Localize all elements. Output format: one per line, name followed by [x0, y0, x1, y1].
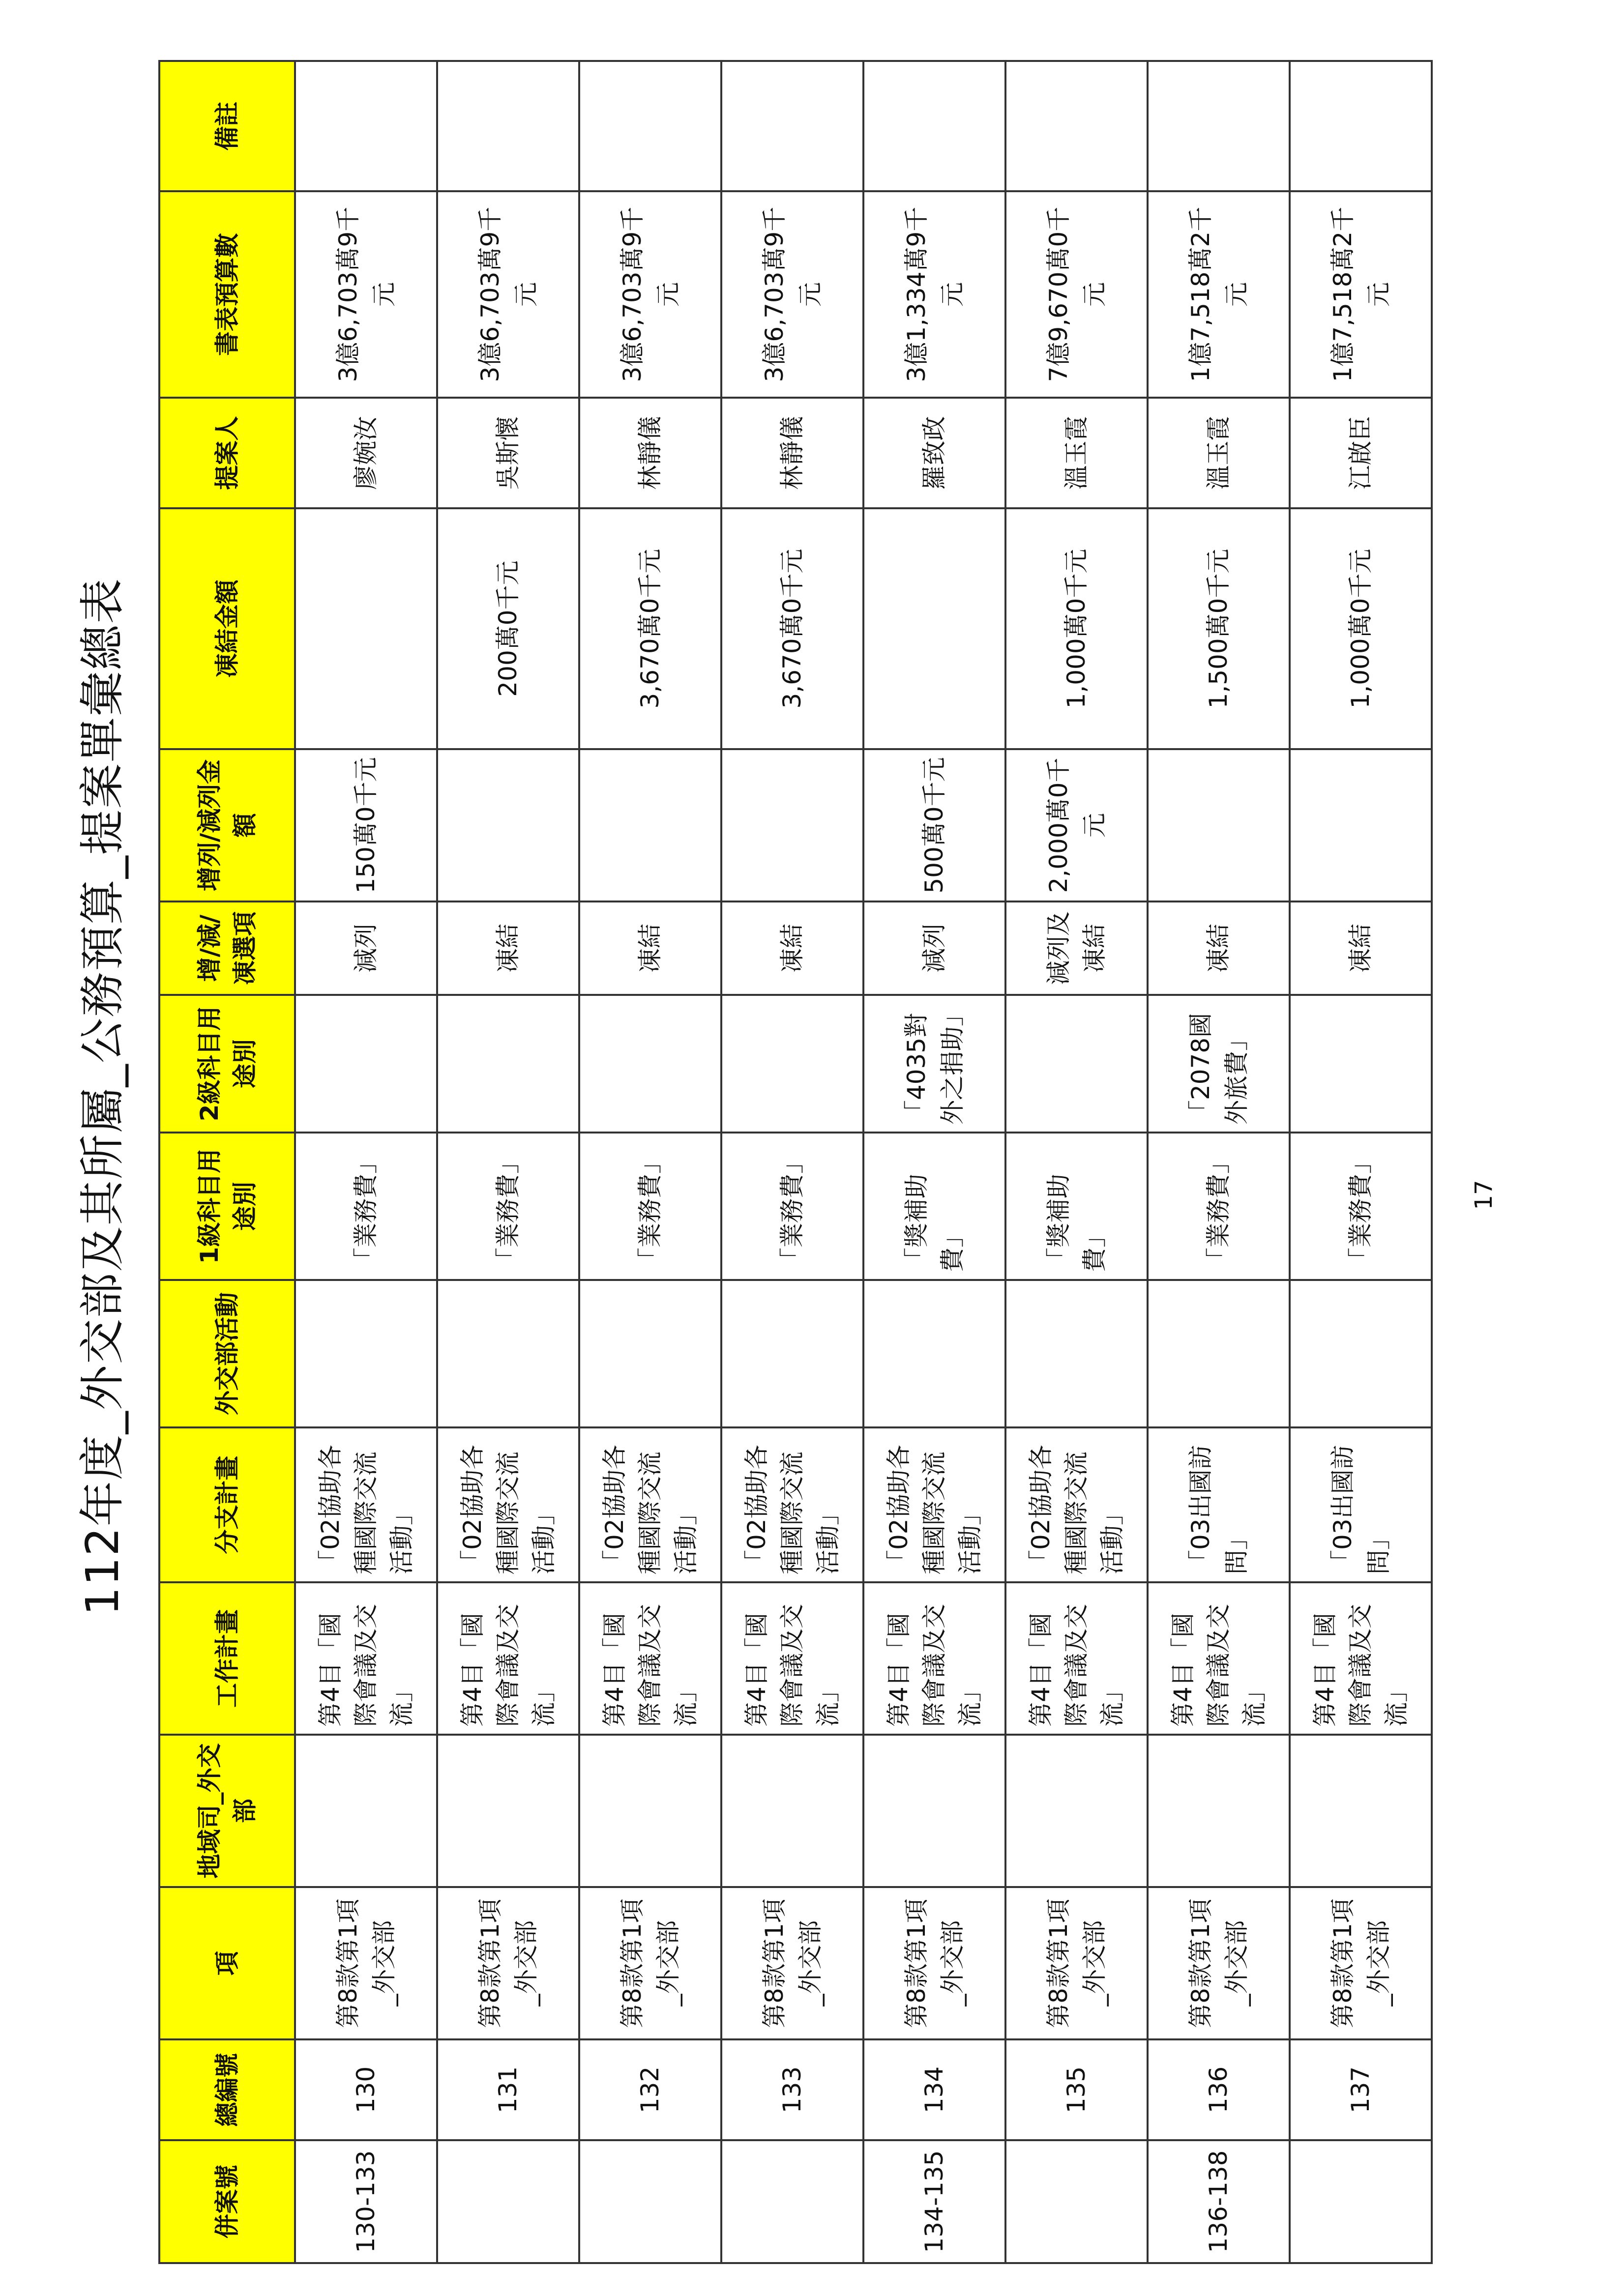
table-cell: 第8款第1項_外交部: [863, 1887, 1005, 2039]
column-header: 增/減/凍選項: [159, 901, 295, 995]
table-cell: 凍結: [437, 901, 579, 995]
table-cell: [295, 995, 437, 1133]
table-cell: 第8款第1項_外交部: [579, 1887, 721, 2039]
column-header: 書表預算數: [159, 191, 295, 398]
table-row: [1148, 61, 1290, 2263]
table-cell: 「獎補助費」: [863, 1133, 1005, 1280]
table-cell: [437, 61, 579, 191]
header-row: [159, 61, 295, 2263]
table-cell: [579, 2140, 721, 2263]
table-cell: 第8款第1項_外交部: [437, 1887, 579, 2039]
table-row: [295, 61, 437, 2263]
table-cell: 凍結: [721, 901, 863, 995]
table-cell: 3,670萬0千元: [721, 508, 863, 749]
table-cell: 第4目「國際會議及交流」: [1148, 1582, 1290, 1735]
table-cell: [863, 508, 1005, 749]
table-cell: 第4目「國際會議及交流」: [437, 1582, 579, 1735]
table-cell: [295, 61, 437, 191]
table-row: [863, 61, 1005, 2263]
table-cell: 130: [295, 2039, 437, 2140]
column-header: 提案人: [159, 398, 295, 508]
table-cell: 「03出國訪問」: [1148, 1427, 1290, 1582]
table-cell: 第4目「國際會議及交流」: [721, 1582, 863, 1735]
table-cell: 150萬0千元: [295, 749, 437, 901]
table-cell: [1148, 1280, 1290, 1427]
table-cell: 第4目「國際會議及交流」: [1005, 1582, 1148, 1735]
table-cell: 134: [863, 2039, 1005, 2140]
table-cell: 凍結: [1290, 901, 1432, 995]
table-cell: 凍結: [579, 901, 721, 995]
table-cell: 3億6,703萬9千元: [295, 191, 437, 398]
table-cell: 「2078國外旅費」: [1148, 995, 1290, 1133]
table-cell: 「業務費」: [437, 1133, 579, 1280]
table-cell: [295, 508, 437, 749]
table-cell: 江啟臣: [1290, 398, 1432, 508]
table-cell: 「03出國訪問」: [1290, 1427, 1432, 1582]
column-header: 工作計畫: [159, 1582, 295, 1735]
table-cell: 136: [1148, 2039, 1290, 2140]
table-cell: 1,500萬0千元: [1148, 508, 1290, 749]
table-cell: 林靜儀: [721, 398, 863, 508]
table-cell: 第8款第1項_外交部: [1005, 1887, 1148, 2039]
table-cell: 「4035對外之捐助」: [863, 995, 1005, 1133]
table-cell: 135: [1005, 2039, 1148, 2140]
table-cell: 3億6,703萬9千元: [437, 191, 579, 398]
table-cell: 減列: [295, 901, 437, 995]
column-header: 1級科目用途別: [159, 1133, 295, 1280]
table-cell: [295, 1280, 437, 1427]
table-cell: 3,670萬0千元: [579, 508, 721, 749]
table-cell: [863, 61, 1005, 191]
table-cell: [295, 1735, 437, 1887]
table-cell: 吳斯懷: [437, 398, 579, 508]
table-row: [721, 61, 863, 2263]
table-cell: 溫玉霞: [1005, 398, 1148, 508]
table-cell: 3億1,334萬9千元: [863, 191, 1005, 398]
table-row: [579, 61, 721, 2263]
table-cell: 「02協助各種國際交流活動」: [721, 1427, 863, 1582]
table-cell: [721, 1280, 863, 1427]
column-header: 凍結金額: [159, 508, 295, 749]
table-cell: [721, 1735, 863, 1887]
table-cell: 林靜儀: [579, 398, 721, 508]
table-cell: 第8款第1項_外交部: [1148, 1887, 1290, 2039]
table-cell: [579, 61, 721, 191]
table-cell: 1,000萬0千元: [1005, 508, 1148, 749]
table-cell: [437, 1735, 579, 1887]
table-cell: 第4目「國際會議及交流」: [863, 1582, 1005, 1735]
table-cell: 第4目「國際會議及交流」: [1290, 1582, 1432, 1735]
table-cell: [1290, 1280, 1432, 1427]
table-cell: [1005, 1735, 1148, 1887]
table-cell: 131: [437, 2039, 579, 2140]
table-cell: [1148, 61, 1290, 191]
table-cell: [579, 749, 721, 901]
table-cell: 7億9,670萬0千元: [1005, 191, 1148, 398]
table-cell: 136-138: [1148, 2140, 1290, 2263]
table-cell: [863, 1735, 1005, 1887]
table-body: [295, 61, 1432, 2263]
table-cell: 減列及凍結: [1005, 901, 1148, 995]
table-cell: 第8款第1項_外交部: [721, 1887, 863, 2039]
table-cell: [437, 2140, 579, 2263]
table-cell: [721, 2140, 863, 2263]
table-cell: 「02協助各種國際交流活動」: [1005, 1427, 1148, 1582]
table-cell: [1290, 995, 1432, 1133]
table-cell: [721, 61, 863, 191]
table-cell: 「業務費」: [295, 1133, 437, 1280]
table-cell: [1290, 2140, 1432, 2263]
column-header: 2級科目用途別: [159, 995, 295, 1133]
table-cell: 「業務費」: [1290, 1133, 1432, 1280]
table-cell: 1億7,518萬2千元: [1148, 191, 1290, 398]
proposal-summary-table: [158, 60, 1433, 2264]
column-header: 總編號: [159, 2039, 295, 2140]
column-header: 備註: [159, 61, 295, 191]
table-cell: [863, 1280, 1005, 1427]
table-cell: [1290, 749, 1432, 901]
table-row: [437, 61, 579, 2263]
table-cell: 134-135: [863, 2140, 1005, 2263]
table-cell: [1005, 61, 1148, 191]
table-cell: 羅致政: [863, 398, 1005, 508]
table-cell: 200萬0千元: [437, 508, 579, 749]
table-cell: [579, 1280, 721, 1427]
table-cell: 500萬0千元: [863, 749, 1005, 901]
table-cell: [437, 749, 579, 901]
table-cell: 第4目「國際會議及交流」: [295, 1582, 437, 1735]
table-cell: 凍結: [1148, 901, 1290, 995]
table-cell: 溫玉霞: [1148, 398, 1290, 508]
table-cell: 「業務費」: [579, 1133, 721, 1280]
table-cell: [437, 995, 579, 1133]
table-cell: [1005, 1280, 1148, 1427]
table-cell: 「02協助各種國際交流活動」: [579, 1427, 721, 1582]
table-cell: 1億7,518萬2千元: [1290, 191, 1432, 398]
table-cell: 「02協助各種國際交流活動」: [437, 1427, 579, 1582]
table-cell: 「業務費」: [721, 1133, 863, 1280]
table-cell: 3億6,703萬9千元: [721, 191, 863, 398]
table-cell: [721, 749, 863, 901]
table-cell: 132: [579, 2039, 721, 2140]
table-cell: 廖婉汝: [295, 398, 437, 508]
table-cell: [1005, 2140, 1148, 2263]
table-cell: [579, 995, 721, 1133]
table-cell: 減列: [863, 901, 1005, 995]
table-cell: 第8款第1項_外交部: [295, 1887, 437, 2039]
table-cell: [1290, 61, 1432, 191]
column-header: 項: [159, 1887, 295, 2039]
column-header: 地域司_外交部: [159, 1735, 295, 1887]
table-cell: [579, 1735, 721, 1887]
table-cell: [437, 1280, 579, 1427]
page-number: 17: [1470, 1180, 1498, 1210]
table-cell: [1005, 995, 1148, 1133]
column-header: 外交部活動: [159, 1280, 295, 1427]
table-cell: 2,000萬0千元: [1005, 749, 1148, 901]
table-cell: 137: [1290, 2039, 1432, 2140]
table-cell: [1148, 749, 1290, 901]
table-row: [1005, 61, 1148, 2263]
table-cell: [721, 995, 863, 1133]
table-cell: 133: [721, 2039, 863, 2140]
page-title: 112年度_外交部及其所屬_公務預算_提案單彙總表: [76, 578, 129, 1616]
table-cell: 130-133: [295, 2140, 437, 2263]
column-header: 分支計畫: [159, 1427, 295, 1582]
table-cell: 第8款第1項_外交部: [1290, 1887, 1432, 2039]
table-cell: 第4目「國際會議及交流」: [579, 1582, 721, 1735]
table-cell: 「02協助各種國際交流活動」: [295, 1427, 437, 1582]
table-cell: 1,000萬0千元: [1290, 508, 1432, 749]
table-cell: [1290, 1735, 1432, 1887]
table-cell: [1148, 1735, 1290, 1887]
table-cell: 「獎補助費」: [1005, 1133, 1148, 1280]
table-cell: 「02協助各種國際交流活動」: [863, 1427, 1005, 1582]
column-header: 增列/減列金額: [159, 749, 295, 901]
table-cell: 「業務費」: [1148, 1133, 1290, 1280]
column-header: 併案號: [159, 2140, 295, 2263]
table-cell: 3億6,703萬9千元: [579, 191, 721, 398]
table-row: [1290, 61, 1432, 2263]
